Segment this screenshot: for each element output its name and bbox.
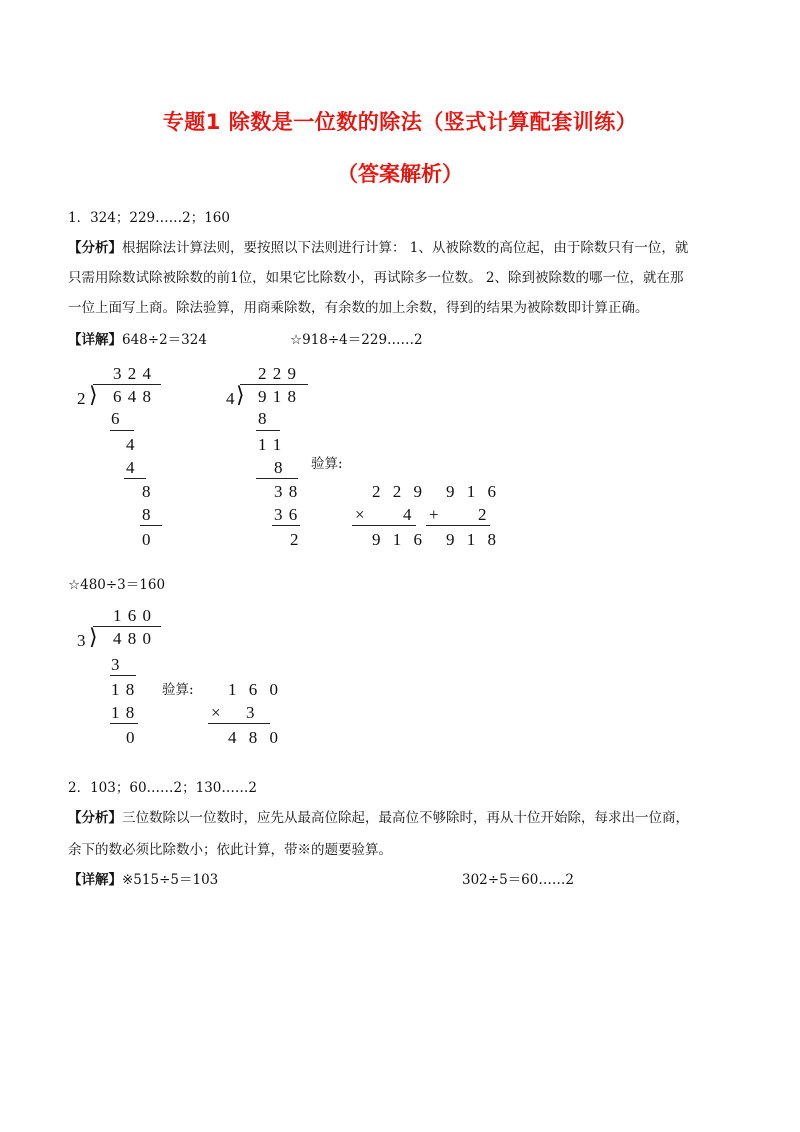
dividend: 6 4 8 (113, 387, 152, 406)
step-value: 2 (290, 530, 299, 549)
step-rule (110, 675, 136, 676)
q2-answer: 2．103；60……2；130……2 (68, 780, 257, 796)
step-value: 1 1 (258, 435, 283, 454)
step-value: 8 (142, 482, 151, 501)
q2-analysis-line-2: 余下的数必须比除数小；依此计算，带※的题要验算。 (68, 842, 392, 858)
division-bracket: ⟩ (236, 383, 245, 408)
detail-tag: 【详解】 (68, 872, 122, 888)
analysis-text: 根据除法计算法则，要按照以下法则进行计算： 1、从被除数的高位起，由于除数只有一位，就 (122, 240, 689, 256)
add-rule (426, 525, 490, 526)
mul-operator: × (211, 703, 221, 722)
division-bar (93, 626, 161, 627)
add-addend: 2 (478, 505, 487, 524)
step-rule (140, 525, 162, 526)
dividend: 4 8 0 (113, 629, 152, 648)
step-value: 1 8 (111, 703, 136, 722)
mul-operator: × (355, 505, 365, 524)
dividend: 9 1 8 (258, 387, 297, 406)
step-value: 6 (111, 409, 120, 428)
equation-2: 302÷5＝60……2 (462, 872, 574, 888)
q1-analysis-line-2: 只需用除数试除被除数的前1位，如果它比除数小，再试除多一位数。 2、除到被除数的哪一位，就在那 (68, 270, 684, 286)
equation-1: ※515÷5＝103 (122, 872, 219, 888)
division-bracket: ⟩ (89, 383, 98, 408)
mul-factor: 3 (246, 703, 255, 722)
q1-answer: 1．324；229……2；160 (68, 210, 230, 226)
step-value: 0 (126, 728, 135, 747)
step-rule (256, 478, 298, 479)
quotient: 3 2 4 (113, 364, 152, 383)
mul-rule (208, 723, 270, 724)
step-rule (124, 478, 146, 479)
check-label: 验算: (311, 456, 343, 472)
step-value: 4 (126, 435, 135, 454)
step-value: 3 6 (274, 505, 299, 524)
mul-top: 2 2 9 (372, 482, 426, 501)
equation-3: ☆480÷3＝160 (68, 577, 166, 593)
step-value: 3 (111, 655, 120, 674)
mul-result: 4 8 0 (228, 728, 282, 747)
add-result: 9 1 8 (446, 530, 500, 549)
add-top: 9 1 6 (446, 482, 500, 501)
division-bracket: ⟩ (89, 625, 98, 650)
q1-analysis-line-1 (68, 240, 688, 256)
equation-1: 648÷2＝324 (122, 332, 207, 348)
step-rule (110, 430, 134, 431)
document-title: 专题1 除数是一位数的除法（竖式计算配套训练） (162, 110, 638, 134)
divisor: 3 (77, 631, 86, 650)
step-value: 8 (274, 458, 283, 477)
divisor: 2 (77, 389, 86, 408)
mul-factor: 4 (403, 505, 412, 524)
q1-detail-line (68, 332, 207, 348)
step-value: 4 (126, 458, 135, 477)
document-subtitle: （答案解析） (337, 162, 463, 186)
q1-analysis-line-3: 一位上面写上商。除法验算，用商乘除数，有余数的加上余数，得到的结果为被除数即计算正确。 (68, 300, 649, 316)
step-value: 3 8 (274, 482, 299, 501)
check-label: 验算: (162, 682, 194, 698)
analysis-text: 三位数除以一位数时，应先从最高位除起，最高位不够除时，再从十位开始除，每求出一位商， (122, 810, 689, 826)
quotient: 1 6 0 (113, 606, 152, 625)
q2-analysis-line-1 (68, 810, 689, 826)
step-rule (110, 723, 138, 724)
mul-result: 9 1 6 (372, 530, 426, 549)
add-operator: + (429, 505, 439, 524)
step-rule (256, 430, 280, 431)
step-value: 1 8 (111, 680, 136, 699)
mul-rule (352, 525, 416, 526)
step-value: 0 (142, 530, 151, 549)
analysis-tag: 【分析】 (68, 810, 122, 826)
q2-detail-line (68, 872, 218, 888)
division-bar (93, 384, 161, 385)
step-rule (272, 525, 300, 526)
equation-2: ☆918÷4＝229……2 (290, 332, 423, 348)
step-value: 8 (142, 505, 151, 524)
analysis-tag: 【分析】 (68, 240, 122, 256)
detail-tag: 【详解】 (68, 332, 122, 348)
step-value: 8 (258, 409, 267, 428)
mul-top: 1 6 0 (228, 680, 282, 699)
quotient: 2 2 9 (258, 364, 297, 383)
division-bar (240, 384, 308, 385)
divisor: 4 (226, 389, 235, 408)
